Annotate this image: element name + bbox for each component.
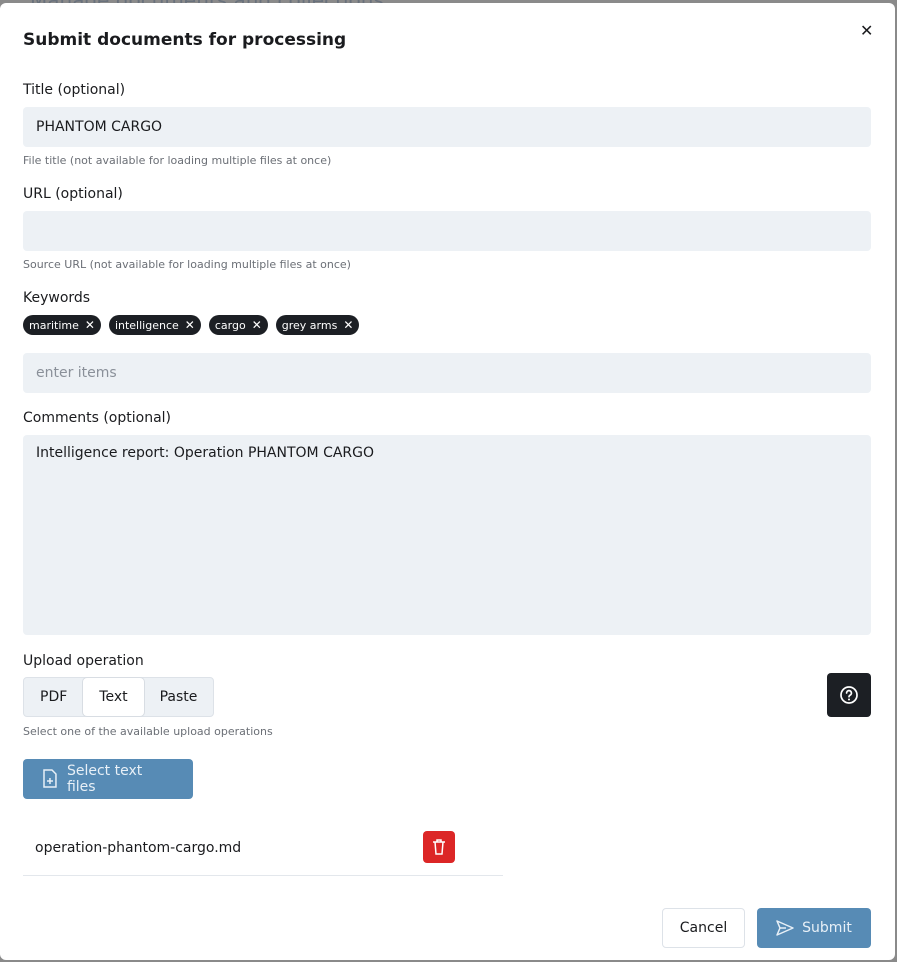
select-text-files-label: Select text files <box>66 763 143 795</box>
url-input[interactable] <box>23 211 871 251</box>
comments-textarea[interactable] <box>23 435 871 635</box>
upload-operation-label: Upload operation <box>23 653 144 669</box>
keyword-chip <box>23 315 101 335</box>
remove-chip-icon[interactable]: ✕ <box>84 318 95 332</box>
keyword-chip <box>109 315 201 335</box>
chip-label: intelligence <box>114 318 179 332</box>
option-pdf[interactable]: PDF <box>40 689 68 705</box>
keywords-input[interactable]: enter items <box>23 353 871 393</box>
remove-chip-icon[interactable]: ✕ <box>343 318 354 332</box>
upload-hint: Select one of the available upload operations <box>23 725 273 738</box>
chip-label: cargo <box>214 318 246 332</box>
option-paste[interactable]: Paste <box>159 689 198 705</box>
comments-label: Comments (optional) <box>23 410 171 426</box>
chip-label: maritime <box>29 318 79 332</box>
submit-documents-modal <box>0 3 895 960</box>
title-hint: File title (not available for loading multiple files at once) <box>23 154 332 167</box>
submit-button[interactable] <box>757 908 871 948</box>
modal-title: Submit documents for processing <box>23 30 347 50</box>
send-icon <box>776 919 794 937</box>
remove-chip-icon[interactable]: ✕ <box>184 318 195 332</box>
help-icon <box>839 685 859 705</box>
url-label: URL (optional) <box>23 186 123 202</box>
upload-operation-control <box>23 677 214 717</box>
keyword-chip <box>209 315 268 335</box>
keywords-label: Keywords <box>23 290 91 306</box>
trash-icon <box>432 839 446 855</box>
title-label: Title (optional) <box>23 82 126 98</box>
help-button[interactable] <box>827 673 871 717</box>
keyword-chips <box>23 315 359 335</box>
select-text-files-button[interactable] <box>23 759 193 799</box>
file-name: operation-phantom-cargo.md <box>35 840 242 856</box>
file-plus-icon <box>41 769 59 789</box>
chip-label: grey arms <box>281 318 338 332</box>
cancel-button[interactable]: Cancel <box>662 908 745 948</box>
url-hint: Source URL (not available for loading multiple files at once) <box>23 258 351 271</box>
option-text[interactable]: Text <box>83 678 143 716</box>
delete-file-button[interactable] <box>423 831 455 863</box>
keyword-chip <box>276 315 360 335</box>
remove-chip-icon[interactable]: ✕ <box>251 318 262 332</box>
close-icon[interactable]: ✕ <box>860 21 874 40</box>
submit-label: Submit <box>802 920 852 936</box>
title-input[interactable]: PHANTOM CARGO <box>23 107 871 147</box>
